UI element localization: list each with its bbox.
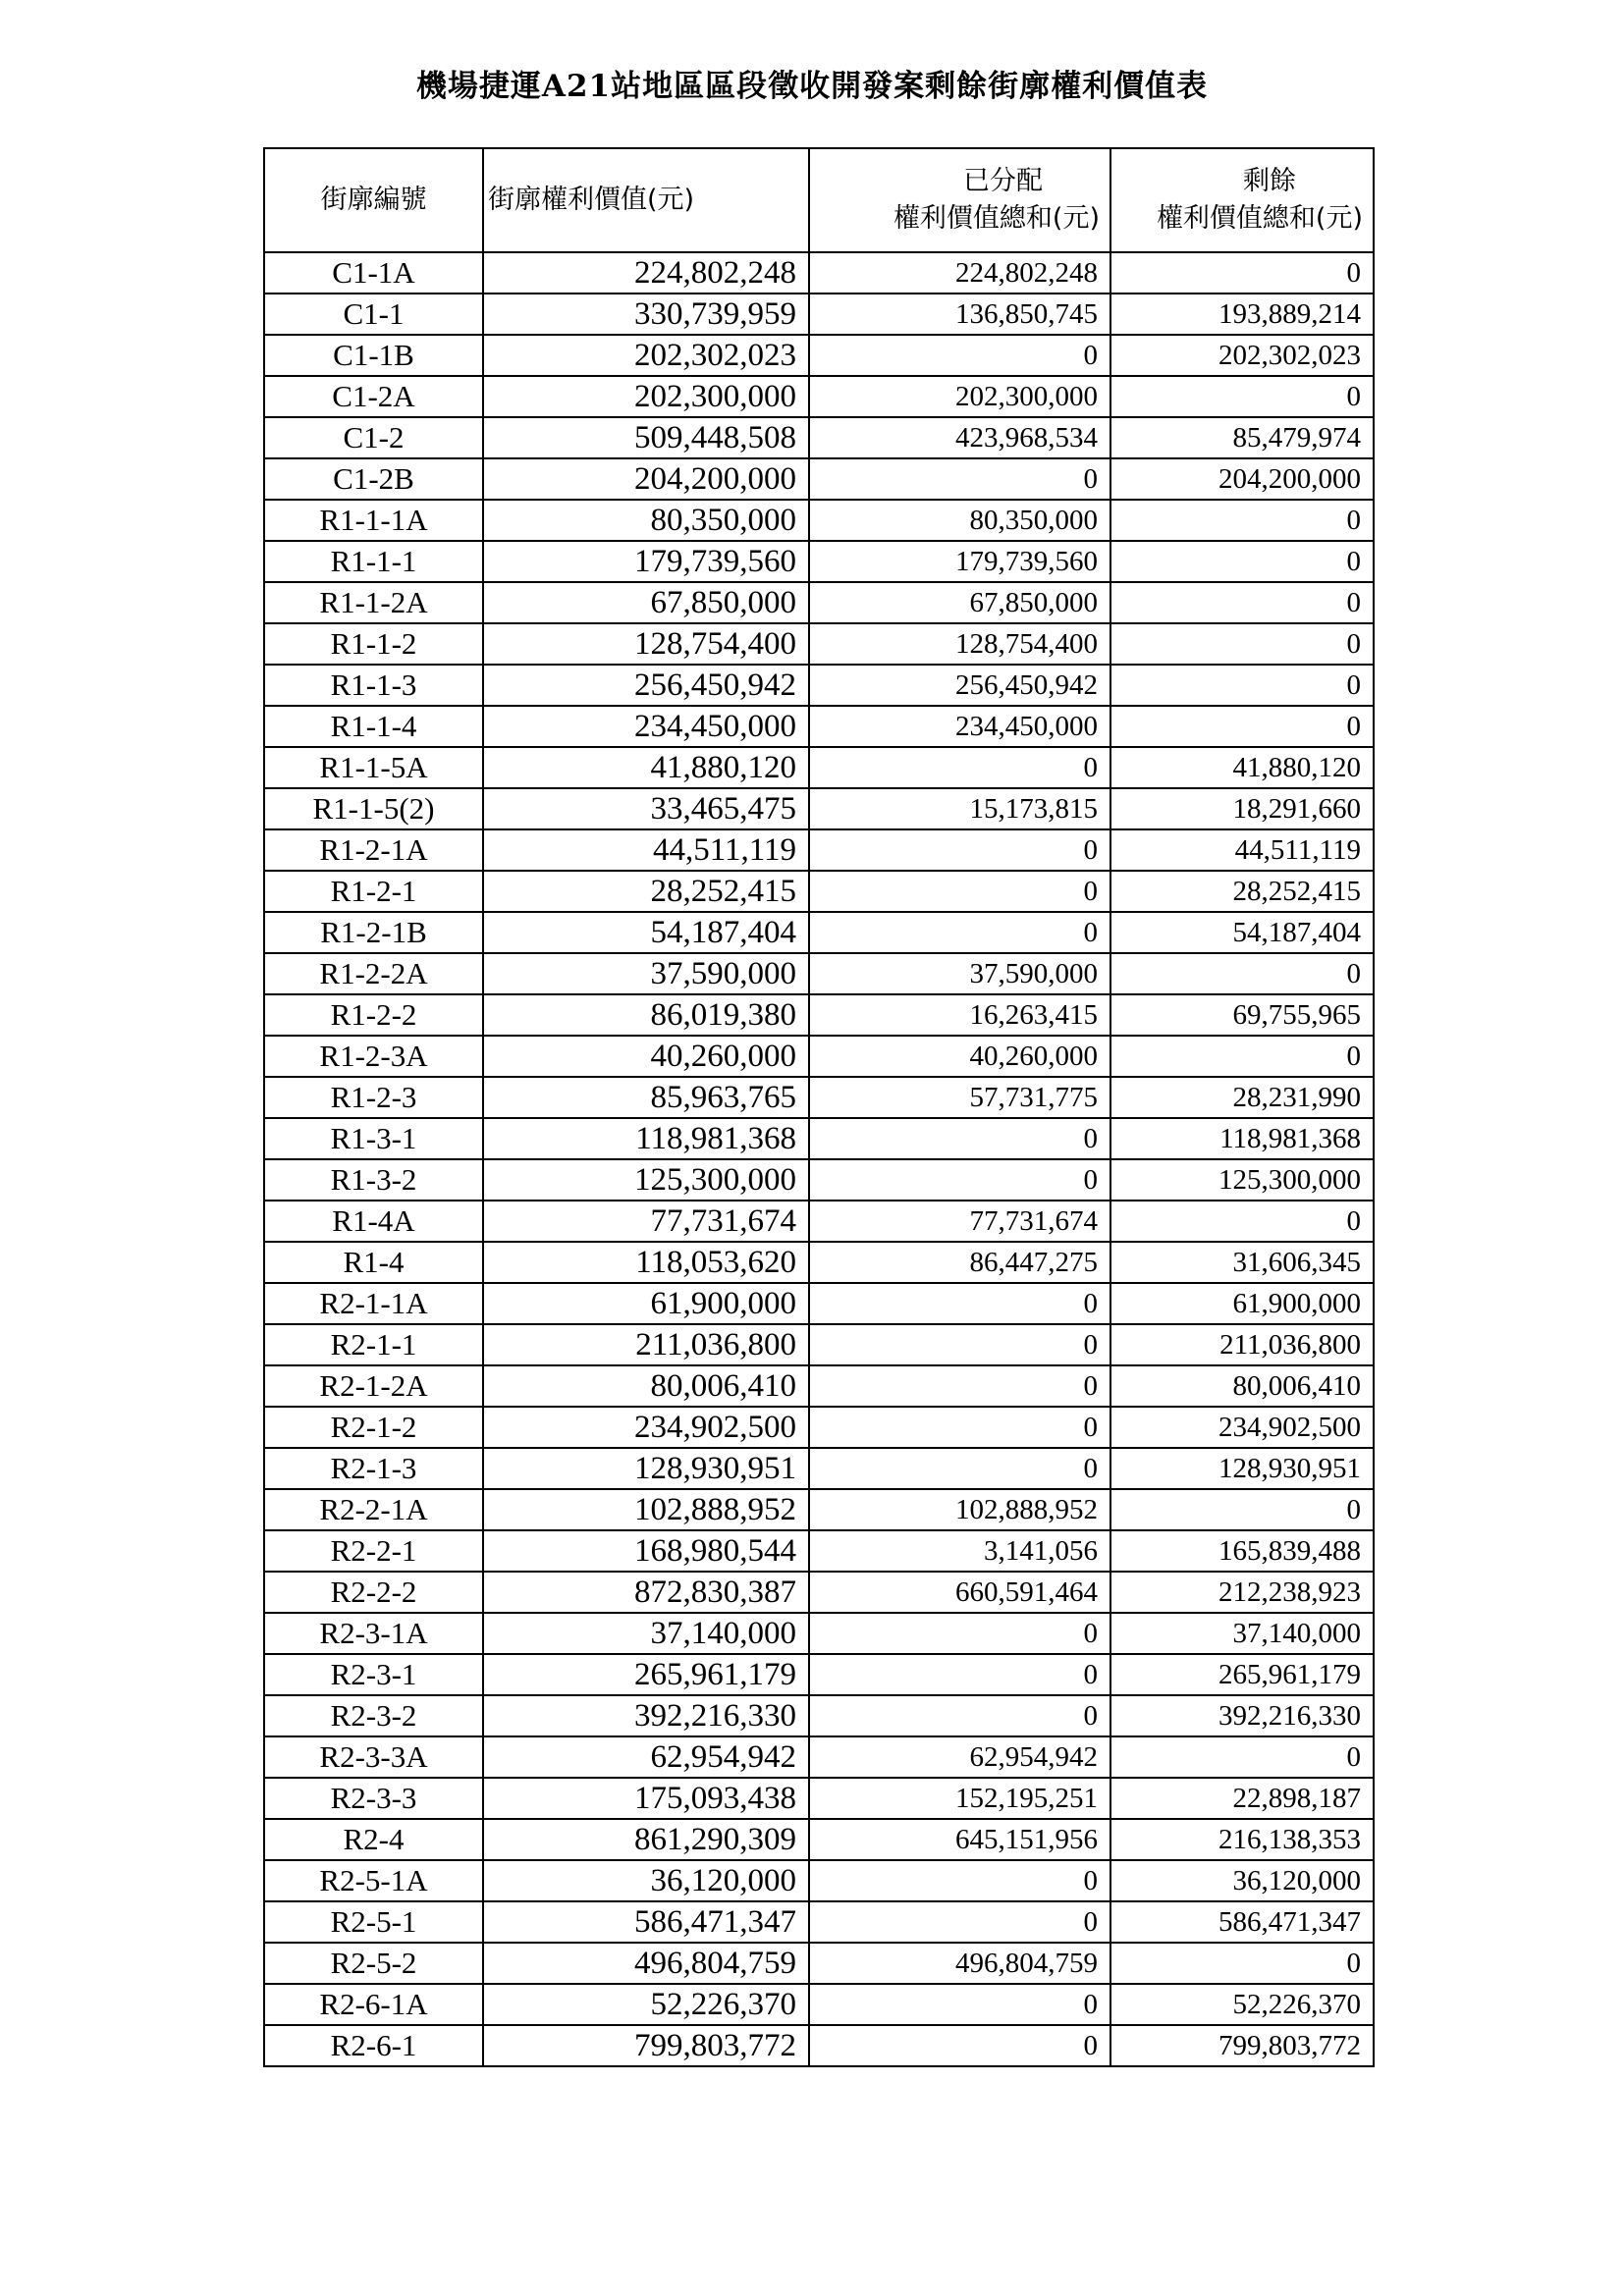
cell-block-value: 392,216,330	[483, 1695, 809, 1736]
cell-block-value: 175,093,438	[483, 1778, 809, 1819]
table-row	[264, 1365, 1374, 1407]
cell-block-id: R1-4	[264, 1242, 483, 1283]
cell-block-id: R2-1-1A	[264, 1283, 483, 1324]
cell-block-id: R1-2-1B	[264, 912, 483, 953]
header-allocated-line2: 權利價值總和(元)	[893, 203, 1100, 234]
cell-block-id: R1-3-2	[264, 1159, 483, 1201]
cell-block-value: 509,448,508	[483, 417, 809, 458]
cell-allocated-value: 67,850,000	[809, 582, 1110, 623]
cell-block-value: 102,888,952	[483, 1489, 809, 1530]
cell-remaining-value: 0	[1110, 1943, 1374, 1984]
cell-remaining-value: 44,511,119	[1110, 829, 1374, 871]
cell-block-id: R2-2-1A	[264, 1489, 483, 1530]
cell-block-value: 496,804,759	[483, 1943, 809, 1984]
table-row	[264, 1283, 1374, 1324]
cell-block-value: 80,350,000	[483, 500, 809, 541]
cell-block-value: 28,252,415	[483, 871, 809, 912]
table-row	[264, 665, 1374, 706]
cell-remaining-value: 265,961,179	[1110, 1654, 1374, 1695]
cell-block-value: 202,302,023	[483, 335, 809, 376]
table-row	[264, 1778, 1374, 1819]
table-row	[264, 458, 1374, 500]
cell-block-value: 256,450,942	[483, 665, 809, 706]
cell-remaining-value: 80,006,410	[1110, 1365, 1374, 1407]
cell-block-value: 202,300,000	[483, 376, 809, 417]
table-row	[264, 788, 1374, 829]
cell-block-id: C1-1B	[264, 335, 483, 376]
cell-allocated-value: 62,954,942	[809, 1736, 1110, 1778]
table-row	[264, 871, 1374, 912]
table-row	[264, 1448, 1374, 1489]
table-row	[264, 1901, 1374, 1943]
table-row	[264, 706, 1374, 747]
cell-allocated-value: 0	[809, 1159, 1110, 1201]
cell-block-id: R1-2-3A	[264, 1036, 483, 1077]
cell-allocated-value: 0	[809, 335, 1110, 376]
cell-block-value: 44,511,119	[483, 829, 809, 871]
cell-allocated-value: 256,450,942	[809, 665, 1110, 706]
cell-allocated-value: 234,450,000	[809, 706, 1110, 747]
cell-block-id: R1-2-3	[264, 1077, 483, 1118]
cell-block-id: R2-3-1A	[264, 1613, 483, 1654]
cell-block-value: 179,739,560	[483, 541, 809, 582]
cell-allocated-value: 224,802,248	[809, 252, 1110, 294]
cell-block-id: R2-3-2	[264, 1695, 483, 1736]
cell-remaining-value: 0	[1110, 252, 1374, 294]
cell-remaining-value: 0	[1110, 665, 1374, 706]
cell-remaining-value: 128,930,951	[1110, 1448, 1374, 1489]
table-row	[264, 1860, 1374, 1901]
cell-block-value: 118,053,620	[483, 1242, 809, 1283]
table-row	[264, 1695, 1374, 1736]
table-row	[264, 335, 1374, 376]
cell-allocated-value: 0	[809, 1365, 1110, 1407]
cell-remaining-value: 586,471,347	[1110, 1901, 1374, 1943]
cell-block-value: 33,465,475	[483, 788, 809, 829]
cell-remaining-value: 0	[1110, 541, 1374, 582]
cell-remaining-value: 0	[1110, 1736, 1374, 1778]
cell-block-id: R2-5-1A	[264, 1860, 483, 1901]
cell-remaining-value: 202,302,023	[1110, 335, 1374, 376]
cell-block-value: 61,900,000	[483, 1283, 809, 1324]
table-row	[264, 2025, 1374, 2066]
table-row	[264, 1736, 1374, 1778]
page-title: 機場捷運A21站地區區段徵收開發案剩餘街廓權利價值表	[415, 69, 1209, 104]
block-value-table	[263, 147, 1375, 2067]
cell-block-value: 586,471,347	[483, 1901, 809, 1943]
cell-block-value: 168,980,544	[483, 1530, 809, 1572]
cell-allocated-value: 0	[809, 1118, 1110, 1159]
cell-remaining-value: 799,803,772	[1110, 2025, 1374, 2066]
cell-allocated-value: 0	[809, 871, 1110, 912]
cell-allocated-value: 86,447,275	[809, 1242, 1110, 1283]
cell-block-value: 330,739,959	[483, 294, 809, 335]
cell-remaining-value: 52,226,370	[1110, 1984, 1374, 2025]
cell-block-id: R1-1-2A	[264, 582, 483, 623]
cell-remaining-value: 0	[1110, 582, 1374, 623]
cell-remaining-value: 54,187,404	[1110, 912, 1374, 953]
cell-remaining-value: 193,889,214	[1110, 294, 1374, 335]
header-allocated-line1: 已分配	[963, 166, 1043, 196]
cell-block-id: R2-2-2	[264, 1572, 483, 1613]
cell-remaining-value: 125,300,000	[1110, 1159, 1374, 1201]
table-row	[264, 829, 1374, 871]
cell-block-id: R1-1-4	[264, 706, 483, 747]
cell-allocated-value: 0	[809, 1324, 1110, 1365]
table-row	[264, 376, 1374, 417]
cell-remaining-value: 18,291,660	[1110, 788, 1374, 829]
cell-block-id: R2-6-1A	[264, 1984, 483, 2025]
header-block-id: 街廓編號	[264, 148, 483, 252]
cell-block-id: R1-1-5(2)	[264, 788, 483, 829]
cell-block-id: R2-3-3A	[264, 1736, 483, 1778]
cell-block-value: 80,006,410	[483, 1365, 809, 1407]
table-body	[264, 252, 1374, 2066]
header-remaining-line1: 剩餘	[1243, 166, 1296, 196]
table-row	[264, 953, 1374, 994]
cell-allocated-value: 16,263,415	[809, 994, 1110, 1036]
cell-remaining-value: 61,900,000	[1110, 1283, 1374, 1324]
table-row	[264, 1242, 1374, 1283]
cell-allocated-value: 496,804,759	[809, 1943, 1110, 1984]
cell-block-id: R2-1-3	[264, 1448, 483, 1489]
cell-block-value: 128,754,400	[483, 623, 809, 665]
cell-block-id: R2-1-2	[264, 1407, 483, 1448]
table-row	[264, 747, 1374, 788]
table-row	[264, 1489, 1374, 1530]
table-row	[264, 1819, 1374, 1860]
table-row	[264, 1201, 1374, 1242]
cell-allocated-value: 15,173,815	[809, 788, 1110, 829]
cell-allocated-value: 0	[809, 1448, 1110, 1489]
cell-block-id: R1-2-1A	[264, 829, 483, 871]
cell-block-id: R1-1-1	[264, 541, 483, 582]
cell-allocated-value: 136,850,745	[809, 294, 1110, 335]
cell-block-value: 872,830,387	[483, 1572, 809, 1613]
cell-remaining-value: 0	[1110, 1036, 1374, 1077]
cell-remaining-value: 0	[1110, 623, 1374, 665]
cell-remaining-value: 392,216,330	[1110, 1695, 1374, 1736]
table-row	[264, 582, 1374, 623]
cell-allocated-value: 0	[809, 1984, 1110, 2025]
cell-block-value: 128,930,951	[483, 1448, 809, 1489]
cell-block-value: 67,850,000	[483, 582, 809, 623]
cell-block-id: C1-2A	[264, 376, 483, 417]
cell-allocated-value: 128,754,400	[809, 623, 1110, 665]
cell-remaining-value: 216,138,353	[1110, 1819, 1374, 1860]
cell-allocated-value: 645,151,956	[809, 1819, 1110, 1860]
cell-remaining-value: 211,036,800	[1110, 1324, 1374, 1365]
cell-block-value: 224,802,248	[483, 252, 809, 294]
table-row	[264, 1159, 1374, 1201]
cell-remaining-value: 204,200,000	[1110, 458, 1374, 500]
cell-remaining-value: 22,898,187	[1110, 1778, 1374, 1819]
table-row	[264, 500, 1374, 541]
cell-block-value: 41,880,120	[483, 747, 809, 788]
cell-block-id: R2-5-1	[264, 1901, 483, 1943]
header-block-value: 街廓權利價值(元)	[483, 148, 809, 252]
cell-remaining-value: 118,981,368	[1110, 1118, 1374, 1159]
cell-block-id: R1-1-1A	[264, 500, 483, 541]
cell-block-id: C1-2B	[264, 458, 483, 500]
table-row	[264, 1077, 1374, 1118]
cell-allocated-value: 0	[809, 1654, 1110, 1695]
cell-block-value: 40,260,000	[483, 1036, 809, 1077]
cell-block-value: 52,226,370	[483, 1984, 809, 2025]
table-row	[264, 541, 1374, 582]
cell-allocated-value: 0	[809, 1695, 1110, 1736]
cell-block-id: R2-1-2A	[264, 1365, 483, 1407]
cell-block-value: 211,036,800	[483, 1324, 809, 1365]
cell-remaining-value: 69,755,965	[1110, 994, 1374, 1036]
cell-block-id: R1-1-2	[264, 623, 483, 665]
cell-block-id: R2-1-1	[264, 1324, 483, 1365]
cell-block-id: R2-2-1	[264, 1530, 483, 1572]
cell-remaining-value: 0	[1110, 706, 1374, 747]
table-row	[264, 252, 1374, 294]
cell-remaining-value: 0	[1110, 1489, 1374, 1530]
cell-allocated-value: 179,739,560	[809, 541, 1110, 582]
cell-allocated-value: 0	[809, 1283, 1110, 1324]
cell-block-id: R1-2-2A	[264, 953, 483, 994]
cell-block-id: C1-2	[264, 417, 483, 458]
cell-block-id: R2-3-1	[264, 1654, 483, 1695]
cell-block-id: R2-5-2	[264, 1943, 483, 1984]
cell-block-id: R2-3-3	[264, 1778, 483, 1819]
cell-allocated-value: 0	[809, 458, 1110, 500]
cell-block-value: 799,803,772	[483, 2025, 809, 2066]
cell-remaining-value: 28,231,990	[1110, 1077, 1374, 1118]
cell-allocated-value: 152,195,251	[809, 1778, 1110, 1819]
table-row	[264, 912, 1374, 953]
cell-allocated-value: 0	[809, 1407, 1110, 1448]
cell-block-value: 861,290,309	[483, 1819, 809, 1860]
cell-allocated-value: 80,350,000	[809, 500, 1110, 541]
cell-remaining-value: 165,839,488	[1110, 1530, 1374, 1572]
cell-allocated-value: 0	[809, 1860, 1110, 1901]
cell-block-value: 234,450,000	[483, 706, 809, 747]
cell-allocated-value: 202,300,000	[809, 376, 1110, 417]
cell-remaining-value: 0	[1110, 1201, 1374, 1242]
table-row	[264, 1654, 1374, 1695]
cell-block-id: R1-4A	[264, 1201, 483, 1242]
cell-block-id: C1-1	[264, 294, 483, 335]
cell-block-value: 54,187,404	[483, 912, 809, 953]
cell-block-value: 37,140,000	[483, 1613, 809, 1654]
cell-allocated-value: 0	[809, 829, 1110, 871]
table-row	[264, 1613, 1374, 1654]
cell-remaining-value: 28,252,415	[1110, 871, 1374, 912]
cell-block-id: R2-4	[264, 1819, 483, 1860]
table-row	[264, 1984, 1374, 2025]
table-row	[264, 1118, 1374, 1159]
cell-remaining-value: 41,880,120	[1110, 747, 1374, 788]
header-remaining	[1110, 148, 1374, 252]
cell-block-id: R1-1-5A	[264, 747, 483, 788]
table-row	[264, 294, 1374, 335]
cell-block-id: C1-1A	[264, 252, 483, 294]
cell-block-value: 204,200,000	[483, 458, 809, 500]
cell-remaining-value: 36,120,000	[1110, 1860, 1374, 1901]
table-row	[264, 994, 1374, 1036]
cell-block-value: 77,731,674	[483, 1201, 809, 1242]
cell-block-value: 118,981,368	[483, 1118, 809, 1159]
table-row	[264, 1324, 1374, 1365]
cell-remaining-value: 31,606,345	[1110, 1242, 1374, 1283]
table-row	[264, 1572, 1374, 1613]
cell-remaining-value: 234,902,500	[1110, 1407, 1374, 1448]
cell-block-id: R2-6-1	[264, 2025, 483, 2066]
cell-allocated-value: 77,731,674	[809, 1201, 1110, 1242]
cell-block-value: 37,590,000	[483, 953, 809, 994]
cell-allocated-value: 0	[809, 1613, 1110, 1654]
table-row	[264, 1943, 1374, 1984]
cell-allocated-value: 0	[809, 912, 1110, 953]
table-row	[264, 623, 1374, 665]
cell-block-value: 265,961,179	[483, 1654, 809, 1695]
header-allocated	[809, 148, 1110, 252]
table-row	[264, 417, 1374, 458]
cell-remaining-value: 212,238,923	[1110, 1572, 1374, 1613]
cell-remaining-value: 0	[1110, 953, 1374, 994]
cell-block-value: 36,120,000	[483, 1860, 809, 1901]
cell-remaining-value: 37,140,000	[1110, 1613, 1374, 1654]
header-row	[264, 148, 1374, 252]
cell-allocated-value: 0	[809, 1901, 1110, 1943]
cell-allocated-value: 37,590,000	[809, 953, 1110, 994]
cell-block-id: R1-3-1	[264, 1118, 483, 1159]
cell-allocated-value: 57,731,775	[809, 1077, 1110, 1118]
cell-block-value: 86,019,380	[483, 994, 809, 1036]
cell-allocated-value: 3,141,056	[809, 1530, 1110, 1572]
table-row	[264, 1036, 1374, 1077]
cell-remaining-value: 0	[1110, 500, 1374, 541]
cell-block-value: 125,300,000	[483, 1159, 809, 1201]
cell-block-id: R1-1-3	[264, 665, 483, 706]
cell-allocated-value: 0	[809, 2025, 1110, 2066]
table-row	[264, 1530, 1374, 1572]
cell-block-id: R1-2-2	[264, 994, 483, 1036]
cell-allocated-value: 102,888,952	[809, 1489, 1110, 1530]
cell-block-id: R1-2-1	[264, 871, 483, 912]
cell-allocated-value: 660,591,464	[809, 1572, 1110, 1613]
cell-block-value: 62,954,942	[483, 1736, 809, 1778]
cell-remaining-value: 85,479,974	[1110, 417, 1374, 458]
cell-allocated-value: 40,260,000	[809, 1036, 1110, 1077]
cell-allocated-value: 0	[809, 747, 1110, 788]
cell-block-value: 234,902,500	[483, 1407, 809, 1448]
table-row	[264, 1407, 1374, 1448]
cell-block-value: 85,963,765	[483, 1077, 809, 1118]
table-header	[264, 148, 1374, 252]
header-remaining-line2: 權利價值總和(元)	[1156, 203, 1363, 234]
cell-allocated-value: 423,968,534	[809, 417, 1110, 458]
cell-remaining-value: 0	[1110, 376, 1374, 417]
